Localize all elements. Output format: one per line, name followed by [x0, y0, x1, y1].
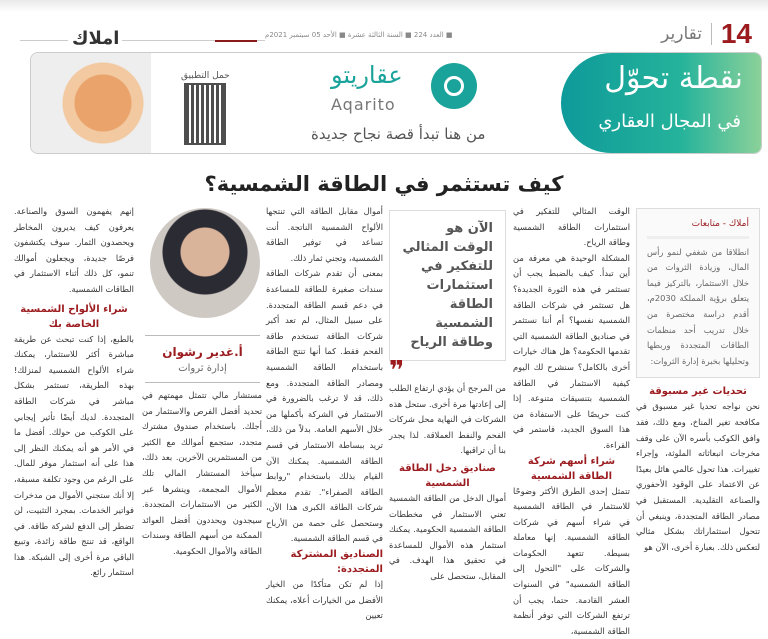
intro-text: انطلاقا من شغفي لنمو رأس المال، وزيادة الثروات من خلال الاستثمار، بالتركيز فيما يتعلق برؤية المملكة 2030م، أقدم دراسة مختصرة من خلال تدريب أحد منظمات الطاقات المتجددة وربطها وتحليلها بخبرة إدارة الثروات: [647, 245, 749, 370]
column-5 [142, 388, 262, 560]
author-role: إدارة ثروات [140, 363, 265, 374]
divider [20, 40, 68, 41]
section-name: تقارير [661, 24, 702, 44]
paragraph: المشكلة الوحيدة هي معرفة من أين تبدأ. كيف بالضبط يجب أن تستثمر في هذه الثورة الجديدة؟ هل تستثمر في شركات الطاقة الشمسية نفسها؟ أم أننا نستثمر في صناديق الطاقة الشمسية التي تقدمها الحكومة؟ هل هناك خيارات أخرى بالكامل؟ سنشرح لك اليوم كيفية الاستثمار في الطاقة الشمسية بتنسيقات متنوعة. إذا كنت حريصًا على الاستفادة من هذا السوق الجديد، فاستمر في القراءة. [513, 251, 630, 454]
paragraph: أموال الدخل من الطاقة الشمسية تعني الاستثمار في مخططات الطاقة الشمسية الحكومية. يمكنك استثمار هذه الأموال للمساعدة في تحقيق هذا الهدف. في المقابل، ستحصل على [389, 491, 506, 585]
brand-name: عقاريتو [331, 61, 403, 89]
subheading: شراء الألواح الشمسية الخاصة بك [14, 302, 134, 332]
download-label: حمل التطبيق [181, 71, 230, 81]
brand-name-en: Aqarito [331, 95, 396, 114]
pull-quote: الآن هو الوقت المثالي للتفكير في استثمارات الطاقة الشمسية وطاقة الرياح [389, 210, 506, 361]
quote-icon: ❞ [389, 361, 506, 381]
paragraph: إنهم يفهمون السوق والصناعة. يعرفون كيف يديرون المخاطر ويحصدون الثمار. سوف يكتشفون فرصًا جديدة، ويجعلون أموالك تنمو، كل ذلك أثناء الاستثمار في الطاقات الشمسية. [14, 204, 134, 298]
subheading: الصناديق المشتركة المتجددة: [266, 547, 383, 577]
top-shade [0, 0, 768, 12]
paragraph: مستشار مالي تتمثل مهمتهم في تحديد أفضل الفرص والاستثمار من أجلك. باستخدام صندوق مشترك متجدد، ستجمع أموالك مع الكثير من المستثمرين الآخرين. بعد ذلك، سيأخذ المستشار المالي تلك الأموال المجمعة، وينشرها عبر الكثير من الاستثمارات المتجددة. سيجدون ويحددون أفضل العوائد الممكنة من أسهم الطاقة وسندات الطاقة والأموال الحكومية. [142, 388, 262, 560]
divider [122, 40, 215, 41]
paragraph: أموال مقابل الطاقة التي تنتجها الألواح الشمسية الناتجة. أنت تساعد في توفير الطاقة الشمسية، وتجني ثمار ذلك. [266, 204, 383, 266]
paragraph: بمعنى أن تقدم شركات الطاقة سندات صغيرة للطاقة للمساعدة في دعم قسم الطاقة المتجددة. على سبيل المثال، لم تعد أكبر شركات الطاقة تستخدم طاقة الفحم فقط. كما أنها تنتج الطاقة باستخدام الطاقة الشمسية ومصادر الطاقة المتجددة. ومع ذلك، قد لا ترغب بالضرورة في الاستثمار في الشركة بأكملها من خلال الأسهم العامة. بدلاً من ذلك، تريد ببساطة الاستثمار في قسم الطاقة الشمسية. يمكنك الآن القيام بذلك باستخدام "روابط الطاقة الصفراء". تقدم معظم شركات الطاقة الكبرى هذا الآن، وستحصل على حصة من الأرباح في قسم الطاقة الشمسية. [266, 266, 383, 547]
divider [711, 23, 712, 45]
divider [257, 40, 265, 41]
author-name: أ.غدير رشوان [140, 345, 265, 359]
ad-subheadline: في المجال العقاري [598, 111, 741, 132]
issue-meta: ■ العدد 224 ■ السنة الثالثة عشرة ■ الأحد 05 سبتمبر 2021م [265, 31, 453, 39]
author-photo [150, 208, 260, 318]
paragraph: تتمثل إحدى الطرق الأكثر وضوحًا للاستثمار في الطاقة الشمسية في شراء أسهم في شركات الطاقة الشمسية. إنها معاملة بسيطة. تتعهد الحكومات والشركات على "التحول إلى الطاقة الشمسية" في السنوات العشر القادمة. حتما، يجب أن ترتفع الشركات التي توفر أنظمة الطاقة الشمسية، [513, 484, 630, 639]
qr-code[interactable] [186, 85, 224, 143]
column-6 [14, 204, 134, 581]
intro-box [636, 208, 760, 378]
brand-logo-icon [431, 63, 477, 109]
advertisement-banner[interactable] [30, 52, 762, 154]
column-3 [389, 210, 506, 585]
column-1 [636, 208, 760, 555]
subheading: تحديات غير مسبوقة [636, 384, 760, 399]
paragraph: إذا لم تكن متأكدًا من الخيار الأفضل من الخيارات أعلاه، يمكنك تعيين [266, 577, 383, 624]
paragraph: نحن نواجه تحديا غير مسبوق في مكافحة تغير المناخ، ومع ذلك، فقد وافق الكوكب بأسره الآن على وقف مخرجات انبعاثاته الملوثة، وإجراء تغييرات. هذا تحول عالمي هائل بعيدًا عن الاعتماد على الوقود الأحفوري والصناعة التقليدية. المستقبل في مصادر الطاقة المتجددة، وينبغي أن تتحول استثماراتك بشكل مثالي لتعكس ذلك. بعبارة أخرى، الآن هو [636, 399, 760, 555]
ad-tagline: من هنا تبدأ قصة نجاح جديدة [311, 125, 485, 143]
ad-headline: نقطة تحوّل [604, 61, 743, 96]
subheading: صناديق دخل الطاقة الشمسية [389, 461, 506, 491]
column-2 [513, 204, 630, 639]
divider [145, 382, 260, 383]
article-title: كيف تستثمر في الطاقة الشمسية؟ [0, 172, 768, 196]
byline: أملاك - متابعات [647, 217, 749, 239]
page-number: 14 [721, 18, 752, 50]
paragraph: من المرجح أن يؤدي ارتفاع الطلب إلى إعادتها مرة أخرى. ستحل هذه الشركات في النهاية محل شركات الفحم والنفط العملاقة. لذا يجدر بنا أن تراقبها. [389, 381, 506, 459]
divider [145, 335, 260, 336]
paragraph: بالطبع، إذا كنت تبحث عن طريقة مباشرة أكثر للاستثمار، يمكنك شراء الألواح الشمسية لمنزلك! بهذه الطريقة، تستثمر بشكل مباشر في شركات الطاقة المتجددة. لديك أيضًا تأثير إيجابي على الكوكب من حولك. أفضل ما في الأمر هو أنه يمكنك النظر إلى هذا على أنه استثمار موفر للمال. على الرغم من وجود تكلفة مسبقة، إلا أنك ستجني الأموال من مدخرات فواتير الخدمات. بمجرد التثبيت، لن تضطر إلى الدفع لشركة طاقة. في الواقع، قد تنتج طاقة زائدة، وتبيع الباقي مرة أخرى إلى الشبكة. هذا استثمار رائع. [14, 332, 134, 582]
hands-image [31, 53, 151, 153]
subheading: شراء أسهم شركة الطاقة الشمسية [513, 454, 630, 484]
accent-line [215, 40, 257, 42]
paragraph: الوقت المثالي للتفكير في استثمارات الطاقة الشمسية وطاقة الرياح. [513, 204, 630, 251]
logo: املاك [72, 28, 119, 49]
ad-panel [561, 53, 761, 153]
column-4 [266, 204, 383, 624]
